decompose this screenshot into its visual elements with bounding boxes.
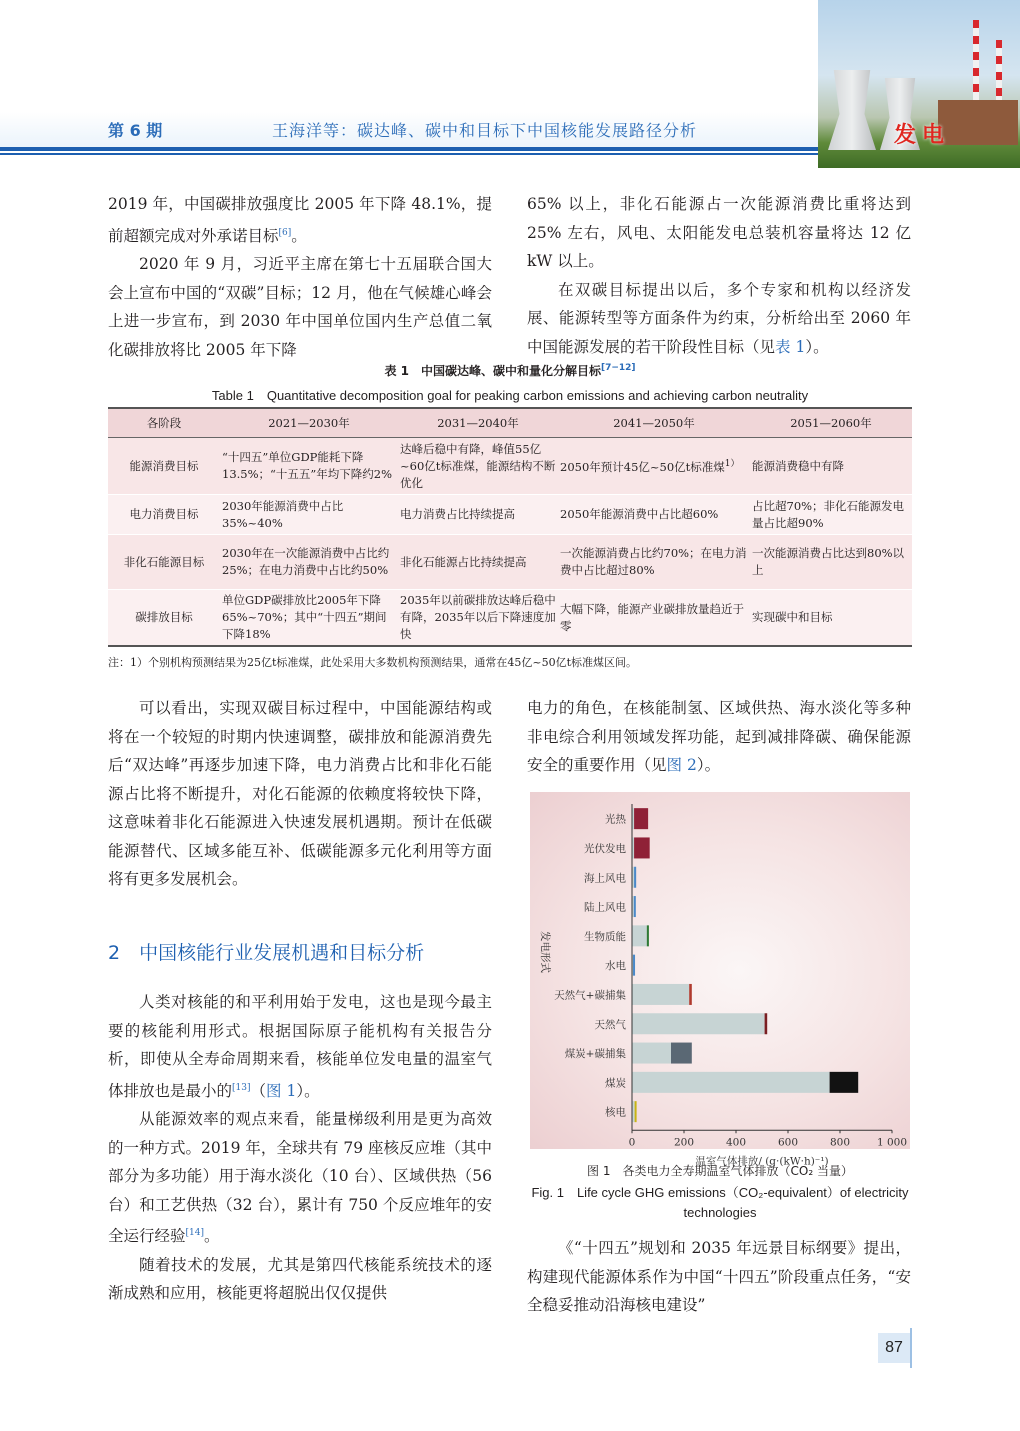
table-cell: 2035年以前碳排放达峰后稳中有降，2035年以后下降速度加快 — [398, 590, 558, 647]
bar-base — [632, 984, 689, 1005]
category-label: 煤炭 — [605, 1077, 626, 1090]
paragraph — [108, 988, 492, 1105]
table-cell: 2030年能源消费中占比35%~40% — [220, 495, 398, 535]
bar-base — [632, 1013, 765, 1034]
text: ）。 — [696, 756, 721, 774]
figure-1 — [530, 792, 910, 1168]
category-label: 海上风电 — [584, 872, 626, 885]
table-row — [108, 590, 912, 647]
bar-base — [632, 1043, 671, 1064]
stage-cell: 能源消费目标 — [108, 438, 220, 495]
table-caption-en: Table 1 Quantitative decomposition goal for peaking carbon emissions and achieving carbon neutrality — [211, 388, 809, 403]
x-tick-label: 1 000 — [876, 1136, 908, 1149]
table-cell: 2030年在一次能源消费中占比约25%；在电力消费中占比约50% — [220, 535, 398, 590]
text: 2050年预计45亿~50亿t标准煤 — [560, 459, 725, 474]
table-link[interactable]: 表 1 — [775, 337, 806, 356]
table-caption-cn — [108, 362, 912, 379]
bar-range — [634, 867, 636, 888]
left-column-top — [108, 190, 492, 364]
category-label: 煤炭+碳捕集 — [564, 1048, 626, 1061]
bar-base — [632, 925, 647, 946]
text: ）。 — [296, 1081, 320, 1100]
paragraph: 随着技术的发展，尤其是第四代核能系统技术的逐渐成熟和应用，核能更将超脱出仅仅提供 — [108, 1255, 492, 1303]
citation[interactable]: [14] — [185, 1228, 204, 1239]
bar-range — [634, 896, 636, 917]
category-label: 生物质能 — [584, 930, 626, 943]
text: 。 — [291, 226, 307, 245]
right-column-top — [527, 190, 911, 361]
text: 在双碳目标提出以后，多个专家和机构以经济发展、能源转型等方面条件为约束，分析给出至 2060 年中国能源发展的若干阶段性目标（见 — [527, 280, 911, 356]
text: 从能源效率的观点来看，能量梯级利用是更为高效的一种方式。2019 年，全球共有 79 座核反应堆（其中部分为多功能）用于海水淡化（10 台）、区域供热（56 台）和工艺供热（32 台），累计有 750 个反应堆年的安全运行经验 — [108, 1110, 492, 1246]
note-marker: 1） — [724, 459, 740, 470]
section-badge: 发电 — [894, 123, 951, 148]
table-cell: 非化石能源占比持续提高 — [398, 535, 558, 590]
goals-table — [108, 407, 912, 647]
column-header: 各阶段 — [108, 408, 220, 438]
text: 电力的角色，在核能制氢、区域供热、海水淡化等多种非电综合利用领域发挥功能，起到减排降碳、确保能源安全的重要作用（见 — [527, 699, 911, 774]
header-rule — [0, 147, 818, 151]
table-cell: 一次能源消费占比达到80%以上 — [750, 535, 912, 590]
paragraph: 《“十四五”规划和 2035 年远景目标纲要》提出，构建现代能源体系作为中国“十四五”阶段重点任务，“安全稳妥推动沿海核电建设” — [527, 1239, 911, 1314]
section-heading: 2 中国核能行业发展机遇和目标分析 — [108, 942, 425, 964]
figure-caption-cn: 图 1 各类电力全寿期温室气体排放（CO₂ 当量） — [587, 1164, 853, 1178]
category-label: 天然气 — [594, 1018, 626, 1031]
bar-range — [635, 1101, 637, 1122]
table-cell — [558, 438, 750, 495]
category-label: 核电 — [605, 1106, 626, 1119]
figure-caption-en: Fig. 1 Life cycle GHG emissions（CO₂-equivalent）of electricity technologies — [531, 1185, 909, 1220]
table-cell: “十四五”单位GDP能耗下降13.5%；“十五五”年均下降约2% — [220, 438, 398, 495]
citation[interactable]: [13] — [232, 1082, 251, 1093]
category-label: 光伏发电 — [584, 842, 626, 855]
issue-number: 第 6 期 — [108, 121, 163, 140]
table-cell: 一次能源消费占比约70%；在电力消费中占比超过80% — [558, 535, 750, 590]
table-cell: 占比超70%；非化石能源发电量占比超90% — [750, 495, 912, 535]
table-cell: 2050年能源消费中占比超60% — [558, 495, 750, 535]
table-row — [108, 495, 912, 535]
category-label: 光热 — [605, 813, 626, 826]
column-header: 2041—2050年 — [558, 408, 750, 438]
x-tick-label: 0 — [628, 1136, 636, 1149]
bar-range — [689, 984, 692, 1005]
table-row — [108, 438, 912, 495]
header-rule-thin — [0, 153, 818, 155]
chimney-icon — [973, 20, 979, 110]
figure-link[interactable]: 图 1 — [266, 1081, 297, 1100]
column-header: 2031—2040年 — [398, 408, 558, 438]
left-column-bottom — [108, 694, 492, 894]
left-column-bottom-2 — [108, 988, 492, 1308]
bar-base — [632, 1072, 830, 1093]
paragraph: 可以看出，实现双碳目标过程中，中国能源结构或将在一个较短的时期内快速调整，碳排放和能源消费先后“双达峰”再逐步加速下降，电力消费占比和非化石能源占比将不断提升，对化石能源的依赖度将较快下降，这意味着非化石能源进入快速发展机遇期。预计在低碳能源替代、区域多能互补、低碳能源多元化利用等方面将有更多发展机会。 — [108, 699, 492, 888]
x-tick-label: 200 — [673, 1136, 695, 1149]
x-axis-label: 温室气体排放/ (g·(kW·h)⁻¹) — [695, 1155, 829, 1168]
page-number: 87 — [878, 1333, 910, 1363]
table-cell: 达峰后稳中有降，峰值55亿~60亿t标准煤，能源结构不断优化 — [398, 438, 558, 495]
column-header: 2021—2030年 — [220, 408, 398, 438]
cooling-tower-icon — [828, 70, 876, 150]
table-cell: 大幅下降，能源产业碳排放量趋近于零 — [558, 590, 750, 647]
bar-range — [671, 1043, 692, 1064]
bar-range — [830, 1072, 859, 1093]
text: 表 1 中国碳达峰、碳中和量化分解目标 — [384, 364, 601, 378]
x-tick-label: 400 — [725, 1136, 747, 1149]
x-tick-label: 800 — [829, 1136, 851, 1149]
stage-cell: 电力消费目标 — [108, 495, 220, 535]
text: 2019 年，中国碳排放强度比 2005 年下降 48.1%，提前超额完成对外承诺目标 — [108, 195, 492, 245]
table-cell: 能源消费稳中有降 — [750, 438, 912, 495]
running-title: 王海洋等：碳达峰、碳中和目标下中国核能发展路径分析 — [272, 121, 698, 140]
paragraph: 2020 年 9 月，习近平主席在第七十五届联合国大会上宣布中国的“双碳”目标；12 月，他在气候雄心峰会上进一步宣布，到 2030 年中国单位国内生产总值二氧化碳排放将比 2005 年下降 — [108, 255, 492, 359]
right-column-final — [527, 1234, 911, 1320]
y-axis-label: 发电形式 — [539, 931, 551, 973]
figure-link[interactable]: 图 2 — [666, 756, 697, 774]
ghg-emissions-chart — [530, 792, 910, 1168]
stage-cell: 非化石能源目标 — [108, 535, 220, 590]
category-label: 水电 — [605, 960, 626, 973]
paragraph: 65% 以上，非化石能源占一次能源消费比重将达到 25% 左右，风电、太阳能发电总装机容量将达 12 亿 kW 以上。 — [527, 195, 911, 270]
text: （ — [250, 1081, 267, 1100]
power-plant-photo — [818, 0, 1020, 168]
paragraph — [527, 276, 911, 362]
table-cell: 电力消费占比持续提高 — [398, 495, 558, 535]
paragraph — [108, 1105, 492, 1251]
table-cell: 单位GDP碳排放比2005年下降65%~70%；其中“十四五”期间下降18% — [220, 590, 398, 647]
bar-range — [647, 925, 649, 946]
right-column-bottom — [527, 694, 911, 780]
text: ）。 — [805, 337, 829, 356]
bar-range — [765, 1013, 768, 1034]
table-row — [108, 535, 912, 590]
table-cell: 实现碳中和目标 — [750, 590, 912, 647]
x-tick-label: 600 — [777, 1136, 799, 1149]
paragraph — [527, 694, 911, 780]
column-header: 2051—2060年 — [750, 408, 912, 438]
table-note: 注：1）个别机构预测结果为25亿t标准煤，此处采用大多数机构预测结果，通常在45亿~50亿t标准煤区间。 — [108, 656, 638, 669]
text: 人类对核能的和平利用始于发电，这也是现今最主要的核能利用形式。根据国际原子能机构有关报告分析，即使从全寿命周期来看，核能单位发电量的温室气体排放也是最小的 — [108, 993, 492, 1100]
category-label: 陆上风电 — [584, 901, 626, 914]
page-number-rule — [910, 1328, 912, 1368]
bar-range — [634, 837, 650, 858]
table-header-row — [108, 408, 912, 438]
category-label: 天然气+碳捕集 — [554, 989, 626, 1002]
citation[interactable]: [7−12] — [600, 363, 636, 373]
bar-range — [634, 808, 648, 829]
stage-cell: 碳排放目标 — [108, 590, 220, 647]
citation[interactable]: [6] — [278, 227, 292, 238]
paragraph — [108, 190, 492, 250]
bar-range — [633, 955, 635, 976]
text: 。 — [204, 1227, 220, 1246]
